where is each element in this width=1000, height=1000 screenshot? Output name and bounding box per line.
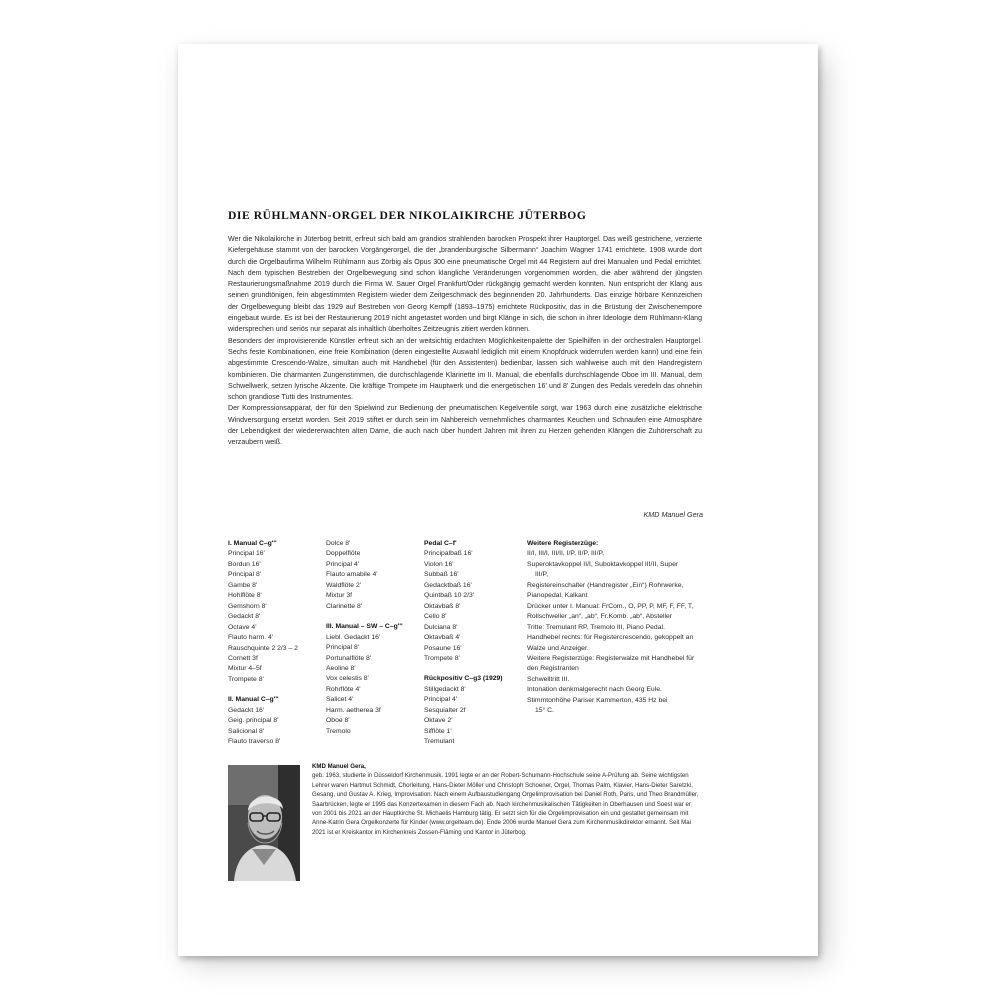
organ-stop: Vox celestis 8'	[326, 675, 369, 683]
further-stop-line: Schwelltritt III.	[527, 675, 570, 683]
organ-stop: Waldflöte 2'	[326, 581, 362, 589]
stop-group	[228, 539, 323, 685]
organ-stop: Gedackt 16'	[228, 706, 265, 714]
organ-stop: Dulciana 8'	[424, 623, 458, 631]
organ-stop: Principal 4'	[424, 696, 458, 704]
further-stop-line: Intonation denkmalgerecht nach Georg Eule.	[527, 686, 662, 694]
manual-heading: Pedal C–f'	[424, 540, 457, 547]
organ-stop: Principal 8'	[228, 571, 262, 579]
organ-stop: Doppelflöte	[326, 550, 361, 558]
further-stop-line: Registereinschalter (Handregister „Ein“) Rohrwerke, Pianopedal, Kalkant	[527, 581, 684, 600]
article-title: DIE RÜHLMANN-ORGEL DER NIKOLAIKIRCHE JÜTERBOG	[228, 209, 587, 222]
organ-stop: Cornett 3f	[228, 654, 258, 662]
stop-group	[326, 622, 422, 737]
organ-stop: Sesquialter 2f	[424, 706, 466, 714]
organ-stop: Hohlflöte 8'	[228, 592, 262, 600]
article-paragraph: Wer die Nikolaikirche in Jüterbog betritt, erfreut sich bald am grandios strahlenden barocken Prospekt ihrer Hauptorgel. Das weiß gestrichene, verzierte Kiefergehäuse stammt von der barocken Vorgängerorgel, die der „brandenburgische Silbermann“ Joachim Wagner 1741 errichtete. 1908 wurde dort durch die Orgelbaufirma Wilhelm Rühlmann aus Zörbig als Opus 300 eine pneumatische Orgel mit 44 Registern auf drei Manualen und Pedal errichtet. Nach dem typischen Bestreben der Orgelbewegung sind schon klangliche Veränderungen vorgenommen worden, die aber während der jüngsten Restaurierungsmaßnahme 2019 durch die Firma W. Sauer Orgel Frankfurt/Oder rückgängig gemacht werden konnten. Nun entspricht der Klang aus seinen grundtönigen, fein abgestimmten Registern wieder dem Zeitgeschmack des beginnenden 20. Jahrhunderts. Das einzige hörbare Kennzeichen der Orgelbewegung bleibt das 1929 auf Bestreben von Georg Kempff (1893–1975) errichtete Rückpositiv, das in die Brüstung der Zwischenempore eingebaut wurde. Es ist bei der Restaurierung 2019 nicht angetastet worden und birgt Klänge in sich, die schon in ihrer Ideologie dem Rühlmann-Klang widersprechen und seriös nur separat als inhaltlich überholtes Zeitzeugnis zitiert werden können.	[228, 236, 702, 334]
organ-stop: Oktavbaß 4'	[424, 634, 461, 642]
organ-stop: Violon 16'	[424, 560, 454, 568]
author-bio	[312, 762, 702, 837]
manual-heading: Rückpositiv C–g3 (1929)	[424, 675, 503, 683]
organ-stop: Dolce 8'	[326, 540, 351, 547]
organ-stop: Principal 16'	[228, 550, 265, 558]
organ-stop: Gemshorn 8'	[228, 602, 267, 610]
stop-group	[326, 539, 422, 612]
organ-stop: Flauto traverso 8'	[228, 738, 281, 746]
organ-stop: Quintbaß 10 2/3'	[424, 592, 475, 600]
organ-stop: Stillgedackt 8'	[424, 685, 466, 693]
organ-stop: Bordun 16'	[228, 560, 261, 568]
organ-stop: Flauto harm. 4'	[228, 634, 274, 642]
organ-stop: Trompete 8'	[424, 654, 460, 662]
organ-stop: Oboe 8'	[326, 717, 350, 725]
organ-stop: Mixtur 4–5f	[228, 665, 262, 673]
further-stop-line: II/I, III/I, III/II, I/P, II/P, III/P,	[527, 550, 605, 558]
organ-stop: Rauschquinte 2 2/3 – 2	[228, 644, 298, 652]
organ-stop: Oktavbaß 8'	[424, 602, 461, 610]
further-stop-line: 15° C.	[535, 707, 554, 715]
further-stop-line: Handhebel rechts: für Registercrescendo, gekoppelt an Walze und Anzeiger.	[527, 634, 694, 652]
organ-stop: Mixtur 3f	[326, 592, 353, 600]
stop-group	[424, 674, 524, 747]
further-stop-line: Weitere Registerzüge: Registerwalze mit Handhebel für den Registranten	[527, 654, 695, 673]
bio-text: geb. 1963, studierte in Düsseldorf Kirchenmusik. 1991 legte er an der Robert-Schumann-Hochschule seine A-Prüfung ab. Seine wichtigsten Lehrer waren Hartmut Schmidt, Chorleitung, Hans-Dieter Möller und Christoph Schoener, Orgel, Thomas Palm, Klavier, Hans-Dieter Saretzki, Gesang, und Gustav A. Krieg, Improvisation. Nach einem Aufbaustudiengang Orgelimprovisation bei Daniel Roth, Paris, und Theo Brandmüller, Saarbrücken, legte er 1995 das Konzertexamen in diesem Fach ab. Nach kirchenmusikalischen Tätigkeiten in Oberhausen und Soest war er von 2001 bis 2021 an der Hauptkirche St. Michaelis Hamburg tätig. Er setzt sich für die Orgelimprovisation ein und gestaltet gemeinsam mit Anne-Katrin Gera Orgelkonzerte für Kinder (www.orgelteam.de). Ende 2006 wurde Manuel Gera zum Kirchenmusikdirektor ernannt. Seit Mai 2021 ist er Kreiskantor im Kirchenkreis Zossen-Fläming und Kantor in Jüterbog.	[312, 772, 699, 836]
manual-heading: II. Manual C–g'''	[228, 696, 279, 704]
further-stop-line: III/P,	[535, 571, 549, 579]
bio-name: KMD Manuel Gera,	[312, 763, 366, 770]
further-stop-line: Drücker unter I. Manual: FrCom., O, PP, P, MF, F, FF, T, Rollschweller „an“, „ab“, Fr.Komb. „ab“, Absteller	[527, 602, 694, 621]
organ-stop: Aeoline 8'	[326, 664, 356, 672]
portrait-photo	[228, 765, 300, 881]
stop-group	[228, 695, 323, 747]
document-page	[178, 44, 818, 956]
article-author: KMD Manuel Gera	[643, 510, 703, 519]
organ-stop: Rohrflöte 4'	[326, 685, 361, 693]
organ-stop: Liebl. Gedackt 16'	[326, 633, 381, 641]
further-stops-heading: Weitere Registerzüge:	[527, 540, 599, 547]
organ-stop: Tremulant	[424, 738, 455, 746]
organ-stop: Flauto amabile 4'	[326, 571, 378, 579]
organ-stop: Gedackt 8'	[228, 613, 261, 621]
organ-stop: Salicet 4'	[326, 696, 354, 704]
organ-stop: Subbaß 16'	[424, 571, 459, 579]
organ-stop: Octave 4'	[228, 623, 257, 631]
organ-stop: Principal 8'	[326, 644, 360, 652]
organ-stop: Cello 8'	[424, 613, 447, 621]
organ-stop: Principalbaß 16'	[424, 550, 473, 558]
organ-stop: Clarinette 8'	[326, 602, 363, 610]
manual-heading: III. Manual – SW – C–g'''	[326, 623, 403, 631]
disposition-column-1	[228, 539, 323, 758]
further-stop-line: Superoktavkoppel II/I, Suboktavkoppel III/II, Super	[527, 560, 679, 568]
article-paragraph: Der Kompressionsapparat, der für den Spielwind zur Bedienung der pneumatischen Kegelventile sorgt, war 1963 durch eine zusätzliche elektrische Windversorgung ersetzt worden. Seit 2019 stiftet er durch sein im Nahbereich vernehmliches charmantes Keuchen und Schnaufen eine Atmosphäre der Lebendigkeit der wiedererwachten alten Dame, die auch nach über hundert Jahren mit ihren zu Herzen gehenden Klängen die Zuhörerschaft zu verzaubern weiß.	[228, 405, 702, 447]
organ-stop: Geig. principal 8'	[228, 717, 279, 725]
further-stop-line: Tritte: Tremulant RP, Tremolo III, Piano Pedal.	[527, 623, 665, 631]
disposition-column-3	[424, 539, 524, 758]
article-body	[228, 234, 702, 449]
organ-stop: Tremolo	[326, 727, 351, 735]
article-paragraph: Besonders der improvisierende Künstler erfreut sich an der weitsichtig erdachten Möglichkeitenpalette der Spielhilfen in der orchestralen Hauptorgel. Sechs feste Kombinationen, eine freie Kombination (deren eingestellte Auswahl lediglich mit einem Knopfdruck widerrufen werden kann) und eine fein abgestimmte Crescendo-Walze, simultan auch mit Handhebel (für den Assistenten) bedienbar, lassen sich wahlweise auch mit den Handregistern kombinieren. Die charmanten Zungenstimmen, die durchschlagende Klarinette im II. Manual, die ebenfalls durchschlagende Oboe im III. Manual, dem Schwellwerk, setzen lyrische Akzente. Die kräftige Trompete im Hauptwerk und die energetischen 16' und 8' Zungen des Pedals veredeln das ohnehin schon grandiose Tutti des Instrumentes.	[228, 337, 702, 402]
organ-stop: Trompete 8'	[228, 675, 264, 683]
organ-stop: Harm. aetherea 3f	[326, 706, 381, 714]
stop-group	[424, 539, 524, 664]
further-stop-line: Stimmtonhöhe Pariser Kammerton, 435 Hz bei	[527, 696, 668, 704]
portrait-image	[228, 765, 300, 881]
organ-stop: Oktave 2'	[424, 717, 453, 725]
disposition-column-2	[326, 539, 422, 747]
organ-stop: Posaune 16'	[424, 644, 462, 652]
organ-stop: Sifflöte 1'	[424, 727, 452, 735]
organ-stop: Gedacktbaß 16'	[424, 581, 472, 589]
organ-stop: Salicional 8'	[228, 727, 265, 735]
organ-stop: Principal 4'	[326, 560, 360, 568]
manual-heading: I. Manual C–g'''	[228, 540, 277, 547]
organ-stop: Gambe 8'	[228, 581, 258, 589]
organ-stop: Portunalflöte 8'	[326, 654, 372, 662]
disposition-column-4	[527, 539, 705, 717]
